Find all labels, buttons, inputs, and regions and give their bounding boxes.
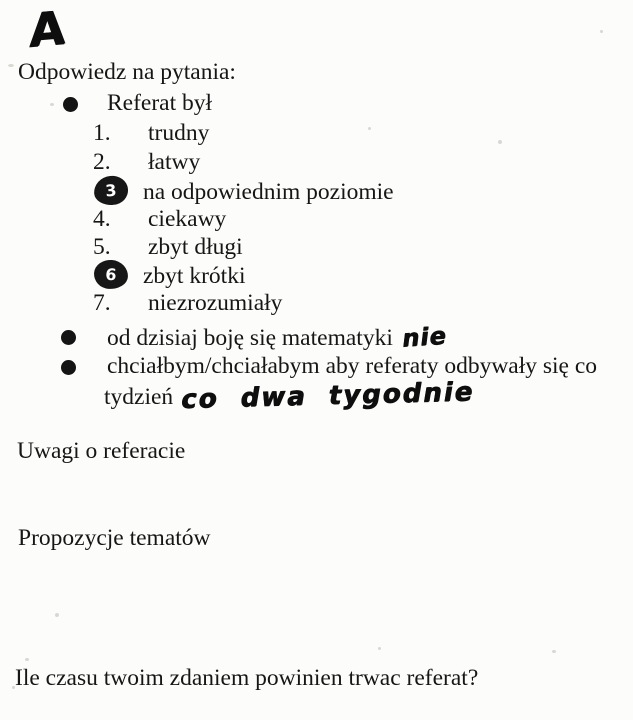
scan-speck bbox=[552, 650, 556, 653]
question2-row bbox=[107, 323, 446, 352]
option-text: zbyt krótki bbox=[143, 263, 246, 289]
scan-speck bbox=[368, 127, 371, 130]
option-row bbox=[93, 149, 200, 176]
option-number: 5. bbox=[93, 234, 111, 260]
bullet-icon bbox=[63, 97, 78, 112]
page-title: Odpowiedz na pytania: bbox=[18, 59, 236, 85]
scan-speck bbox=[8, 64, 14, 67]
option-row bbox=[93, 290, 282, 317]
option-row bbox=[93, 120, 209, 147]
scan-speck bbox=[600, 30, 603, 33]
section-propozycje-heading: Propozycje tematów bbox=[18, 525, 211, 551]
handwritten-grade-annotation bbox=[29, 0, 65, 58]
marker-circle-annotation bbox=[93, 176, 143, 204]
option-text: na odpowiednim poziomie bbox=[143, 179, 394, 205]
section-uwagi-heading: Uwagi o referacie bbox=[17, 438, 186, 464]
marker-circle-annotation bbox=[93, 260, 143, 288]
scan-speck bbox=[25, 658, 29, 661]
question1-label: Referat był bbox=[107, 90, 213, 116]
question2-label: od dzisiaj boję się matematyki bbox=[107, 325, 393, 351]
question3-line1: chciałbym/chciałabym aby referaty odbywały się co bbox=[107, 353, 598, 379]
scan-speck bbox=[55, 613, 59, 617]
bullet-icon bbox=[61, 360, 76, 375]
grade-letter: A bbox=[29, 0, 65, 58]
option-number: 2. bbox=[93, 149, 111, 175]
option-number: 3 bbox=[104, 180, 118, 201]
option-text: łatwy bbox=[148, 149, 201, 175]
scan-speck bbox=[378, 647, 381, 650]
option-number: 4. bbox=[93, 206, 111, 232]
hand-drawn-circle-icon bbox=[94, 176, 128, 206]
option-row-circled bbox=[93, 176, 394, 206]
option-number: 1. bbox=[93, 120, 111, 146]
scan-speck bbox=[12, 686, 15, 689]
handwritten-answer-co-dwa-tygodnie: co dwa tygodnie bbox=[180, 377, 475, 415]
option-text: trudny bbox=[148, 120, 210, 146]
bullet-icon bbox=[61, 330, 76, 345]
option-row bbox=[93, 234, 243, 261]
option-number: 6 bbox=[104, 264, 118, 285]
hand-drawn-circle-icon bbox=[94, 260, 128, 289]
option-text: zbyt długi bbox=[148, 234, 243, 260]
handwritten-answer-nie: nie bbox=[400, 321, 448, 353]
option-text: niezrozumiały bbox=[148, 290, 283, 316]
scan-speck bbox=[498, 140, 502, 144]
time-question: Ile czasu twoim zdaniem powinien trwac referat? bbox=[15, 665, 479, 691]
option-number: 7. bbox=[93, 290, 111, 316]
option-row bbox=[93, 206, 226, 233]
option-text: ciekawy bbox=[148, 206, 227, 232]
option-row-circled bbox=[93, 260, 245, 290]
scan-speck bbox=[50, 103, 54, 106]
question3-line2-word: tydzień bbox=[104, 384, 174, 410]
question3-line2 bbox=[104, 377, 475, 415]
